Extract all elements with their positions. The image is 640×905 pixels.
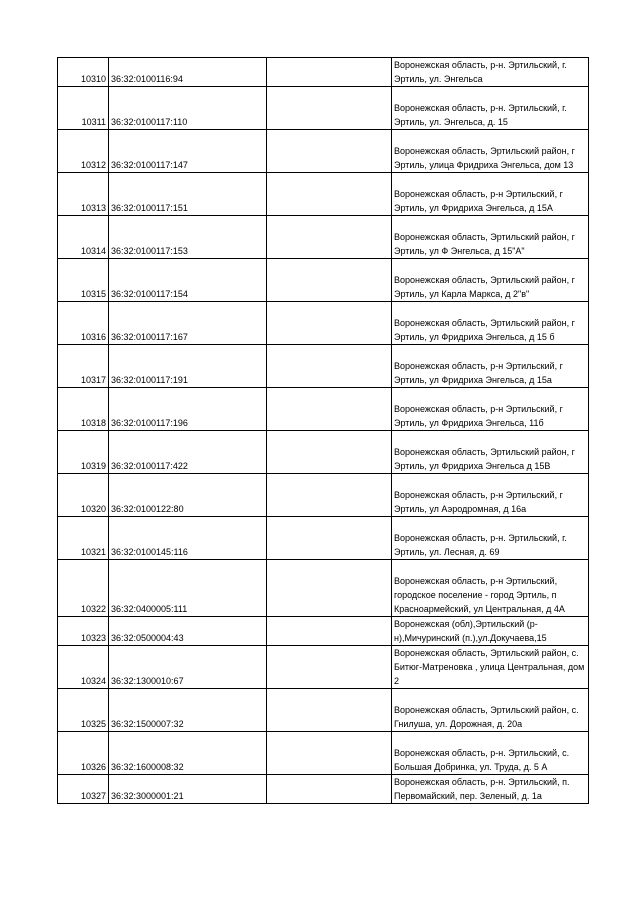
empty-cell <box>267 216 392 259</box>
empty-cell <box>267 560 392 617</box>
table-row <box>58 775 589 804</box>
table-row <box>58 474 589 517</box>
table-row <box>58 173 589 216</box>
empty-cell <box>267 345 392 388</box>
empty-cell <box>267 388 392 431</box>
empty-cell <box>267 732 392 775</box>
table-row <box>58 345 589 388</box>
row-number: 10322 <box>58 560 109 617</box>
cadastral-number: 36:32:3000001:21 <box>109 775 267 804</box>
table-row <box>58 431 589 474</box>
empty-cell <box>267 474 392 517</box>
row-number: 10327 <box>58 775 109 804</box>
address: Воронежская область, р-н. Эртильский, г. Эртиль, ул. Энгельса <box>392 58 589 87</box>
table-row <box>58 517 589 560</box>
row-number: 10321 <box>58 517 109 560</box>
cadastral-number: 36:32:0100117:147 <box>109 130 267 173</box>
row-number: 10320 <box>58 474 109 517</box>
table-row <box>58 87 589 130</box>
address: Воронежская область, р-н Эртильский, городское поселение - город Эртиль, п Красноармейский, ул Центральная, д 4А <box>392 560 589 617</box>
table-row <box>58 130 589 173</box>
empty-cell <box>267 87 392 130</box>
address: Воронежская область, Эртильский район, г Эртиль, ул Фридриха Энгельса д 15В <box>392 431 589 474</box>
table-row <box>58 732 589 775</box>
table-row <box>58 302 589 345</box>
address: Воронежская (обл),Эртильский (р-н),Мичуринский (п.),ул.Докучаева,15 <box>392 617 589 646</box>
empty-cell <box>267 130 392 173</box>
cadastral-number: 36:32:0100117:151 <box>109 173 267 216</box>
address: Воронежская область, р-н. Эртильский, с. Большая Добринка, ул. Труда, д. 5 А <box>392 732 589 775</box>
row-number: 10324 <box>58 646 109 689</box>
row-number: 10310 <box>58 58 109 87</box>
cadastral-number: 36:32:0100117:154 <box>109 259 267 302</box>
address: Воронежская область, Эртильский район, г Эртиль, улица Фридриха Энгельса, дом 13 <box>392 130 589 173</box>
empty-cell <box>267 646 392 689</box>
cadastral-number: 36:32:1600008:32 <box>109 732 267 775</box>
row-number: 10315 <box>58 259 109 302</box>
table-row <box>58 58 589 87</box>
address: Воронежская область, Эртильский район, г Эртиль, ул Карла Маркса, д 2"в" <box>392 259 589 302</box>
cadastral-number: 36:32:0100117:153 <box>109 216 267 259</box>
table-row <box>58 646 589 689</box>
address: Воронежская область, Эртильский район, с. Битюг-Матреновка , улица Центральная, дом 2 <box>392 646 589 689</box>
table-row <box>58 617 589 646</box>
row-number: 10316 <box>58 302 109 345</box>
address: Воронежская область, р-н. Эртильский, г. Эртиль, ул. Лесная, д. 69 <box>392 517 589 560</box>
address: Воронежская область, р-н. Эртильский, п. Первомайский, пер. Зеленый, д. 1а <box>392 775 589 804</box>
cadastral-number: 36:32:0100145:116 <box>109 517 267 560</box>
property-register-table <box>57 57 589 804</box>
row-number: 10311 <box>58 87 109 130</box>
cadastral-number: 36:32:0100122:80 <box>109 474 267 517</box>
empty-cell <box>267 259 392 302</box>
address: Воронежская область, р-н Эртильский, г Эртиль, ул Фридриха Энгельса, 11б <box>392 388 589 431</box>
row-number: 10313 <box>58 173 109 216</box>
address: Воронежская область, Эртильский район, с. Гнилуша, ул. Дорожная, д. 20а <box>392 689 589 732</box>
table-row <box>58 259 589 302</box>
cadastral-number: 36:32:1500007:32 <box>109 689 267 732</box>
row-number: 10317 <box>58 345 109 388</box>
row-number: 10312 <box>58 130 109 173</box>
empty-cell <box>267 173 392 216</box>
table-row <box>58 560 589 617</box>
address: Воронежская область, р-н Эртильский, г Эртиль, ул Аэродромная, д 16а <box>392 474 589 517</box>
row-number: 10325 <box>58 689 109 732</box>
empty-cell <box>267 617 392 646</box>
empty-cell <box>267 58 392 87</box>
row-number: 10323 <box>58 617 109 646</box>
table-body <box>58 58 589 804</box>
row-number: 10314 <box>58 216 109 259</box>
cadastral-number: 36:32:0400005:111 <box>109 560 267 617</box>
address: Воронежская область, р-н Эртильский, г Эртиль, ул Фридриха Энгельса, д 15а <box>392 345 589 388</box>
table-row <box>58 388 589 431</box>
table-row <box>58 216 589 259</box>
cadastral-number: 36:32:0500004:43 <box>109 617 267 646</box>
cadastral-number: 36:32:0100117:191 <box>109 345 267 388</box>
row-number: 10318 <box>58 388 109 431</box>
cadastral-number: 36:32:1300010:67 <box>109 646 267 689</box>
address: Воронежская область, Эртильский район, г Эртиль, ул Фридриха Энгельса, д 15 б <box>392 302 589 345</box>
cadastral-number: 36:32:0100117:167 <box>109 302 267 345</box>
cadastral-number: 36:32:0100116:94 <box>109 58 267 87</box>
empty-cell <box>267 431 392 474</box>
empty-cell <box>267 517 392 560</box>
empty-cell <box>267 775 392 804</box>
cadastral-number: 36:32:0100117:110 <box>109 87 267 130</box>
cadastral-number: 36:32:0100117:422 <box>109 431 267 474</box>
row-number: 10326 <box>58 732 109 775</box>
cadastral-number: 36:32:0100117:196 <box>109 388 267 431</box>
address: Воронежская область, р-н Эртильский, г Эртиль, ул Фридриха Энгельса, д 15А <box>392 173 589 216</box>
row-number: 10319 <box>58 431 109 474</box>
address: Воронежская область, Эртильский район, г Эртиль, ул Ф Энгельса, д 15"А" <box>392 216 589 259</box>
empty-cell <box>267 302 392 345</box>
address: Воронежская область, р-н. Эртильский, г. Эртиль, ул. Энгельса, д. 15 <box>392 87 589 130</box>
empty-cell <box>267 689 392 732</box>
table-row <box>58 689 589 732</box>
